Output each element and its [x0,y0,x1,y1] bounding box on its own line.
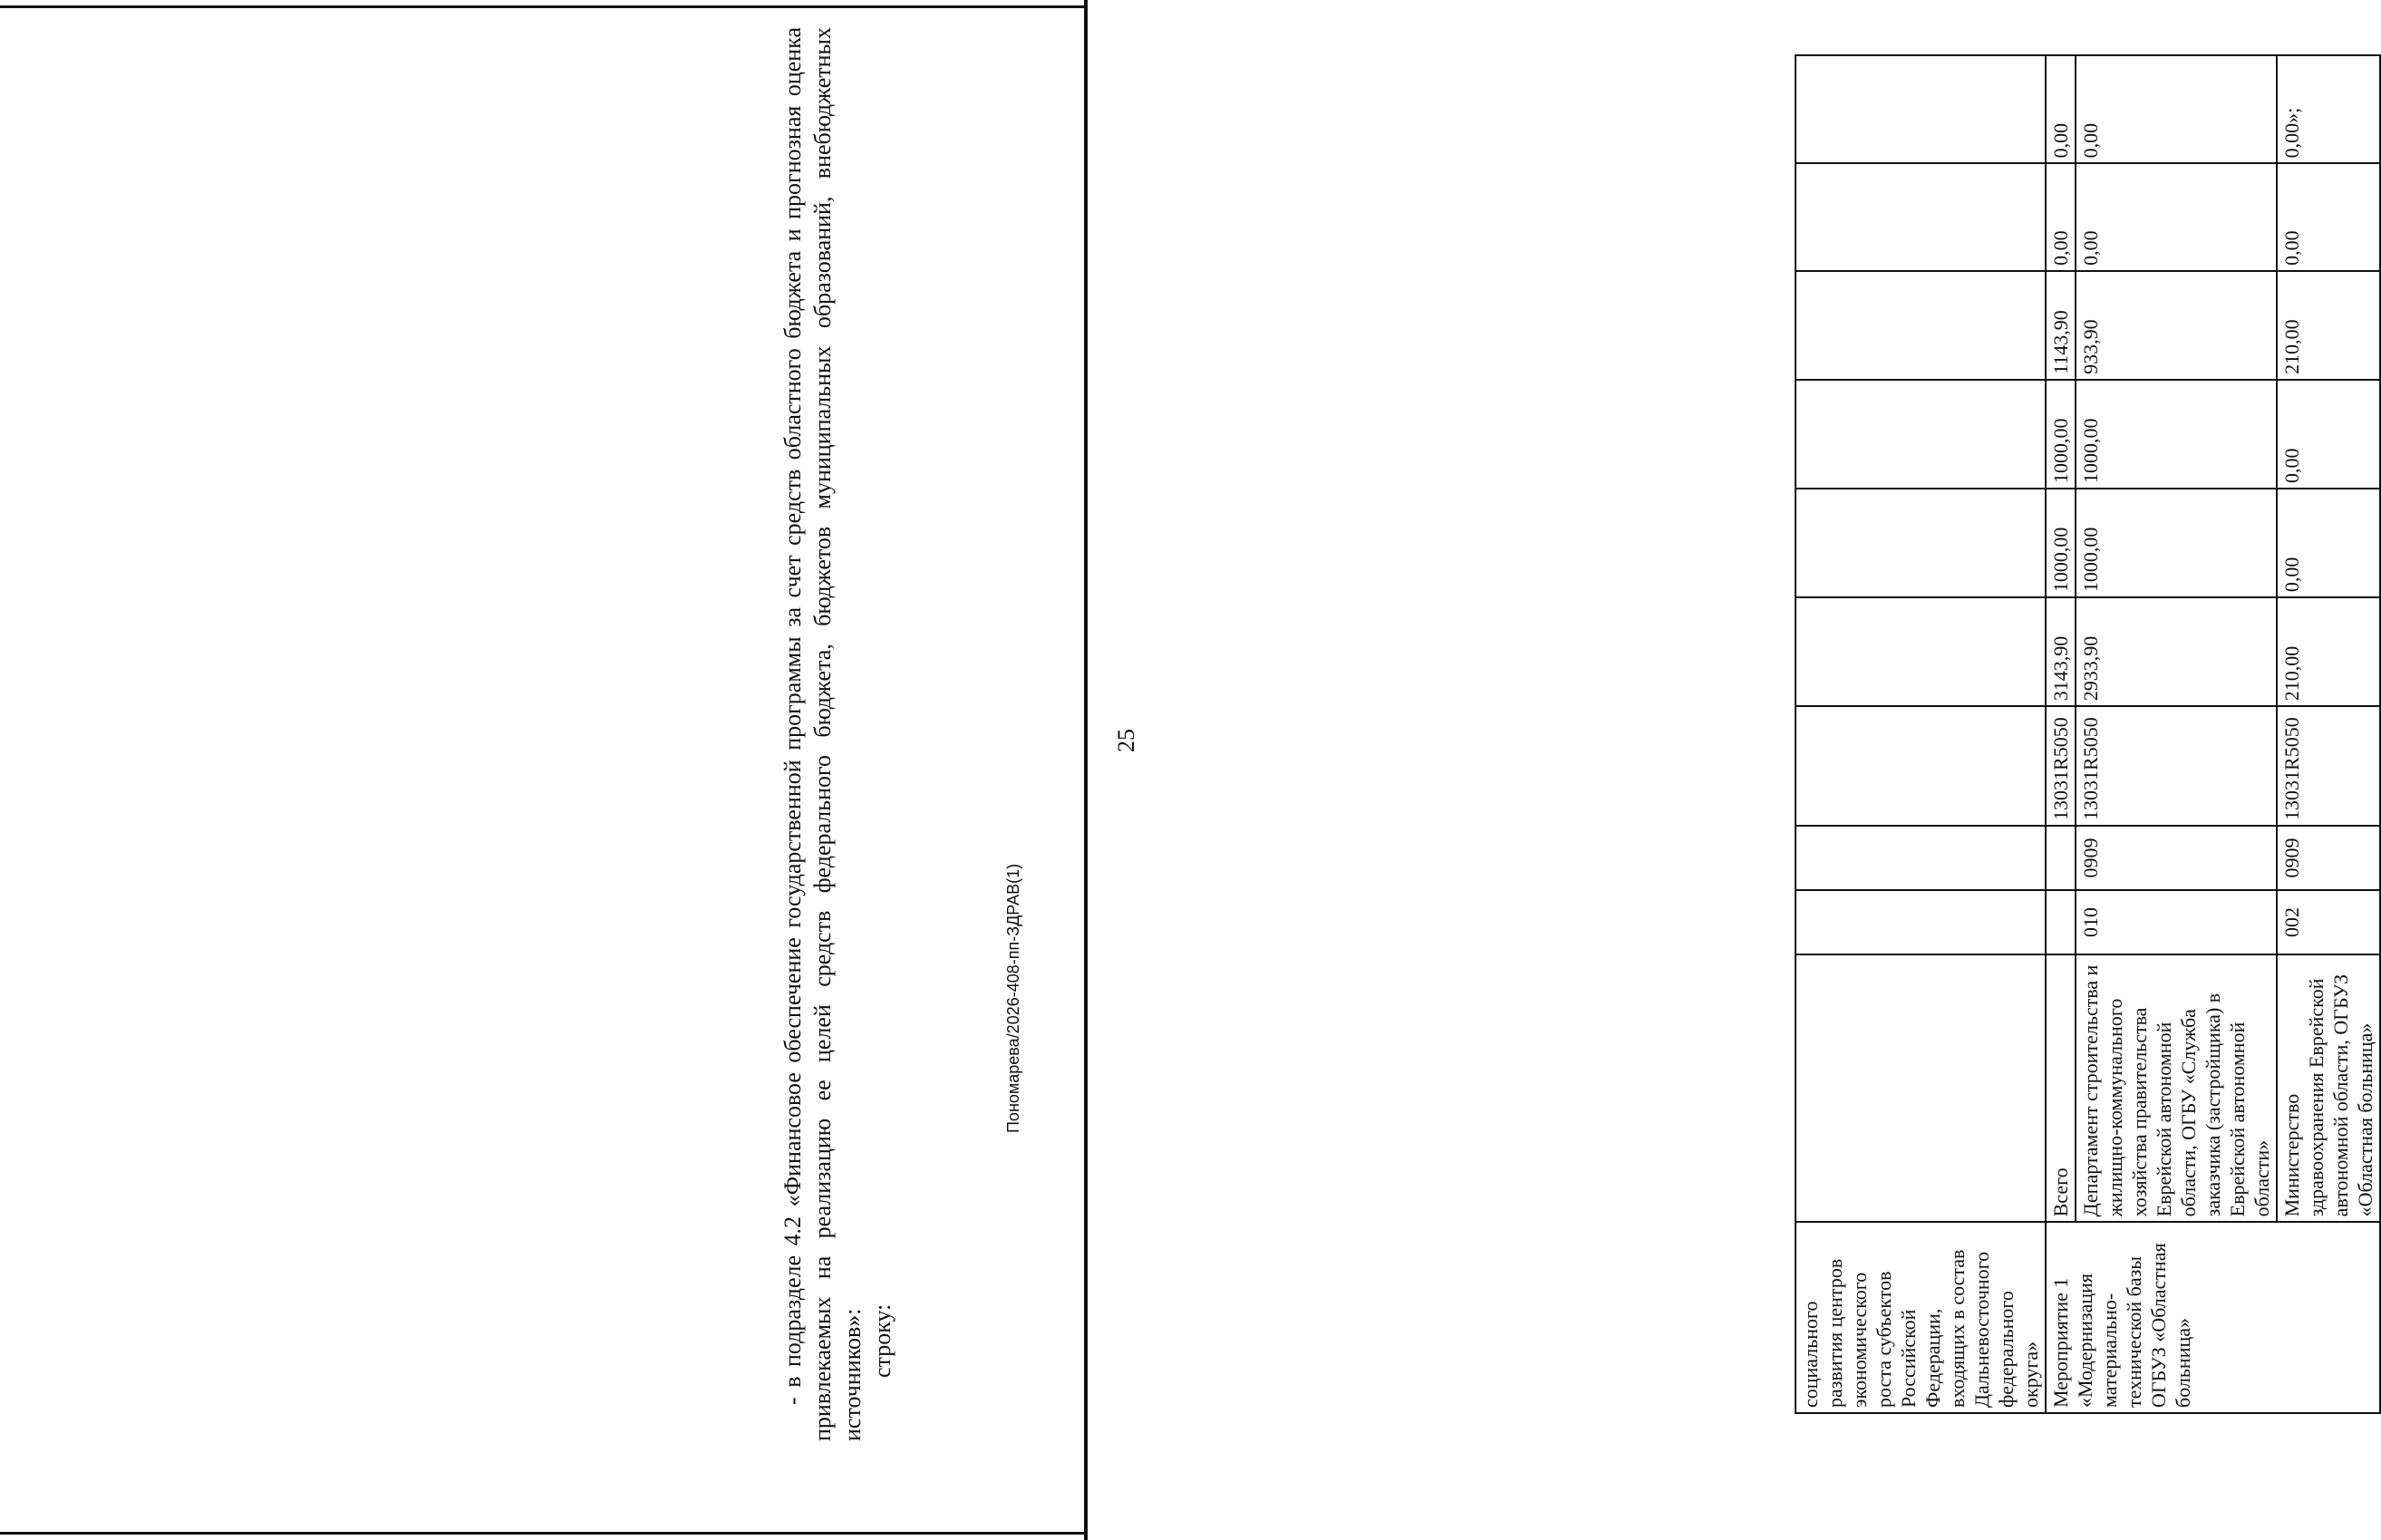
table-cell: 3143,90 [2046,597,2076,706]
table-cell: 0,00 [2046,163,2076,270]
table-cell: 010 [2076,890,2277,954]
table-cell: 2933,90 [2076,597,2277,706]
table-row [2277,55,2380,1413]
bottom-border-line [0,1532,1088,1535]
page-number: 25 [1113,729,1139,752]
table-cell: 0,00 [2076,55,2277,163]
table-cell: 1000,00 [2046,380,2076,489]
table-cell: 13031R5050 [2277,706,2380,826]
table-cell: 13031R5050 [2046,706,2076,826]
table-cell: 210,00 [2277,597,2380,706]
table-cell: 0,00»; [2277,55,2380,163]
table-cell: Всего [2046,954,2076,1223]
table-cell: 13031R5050 [2076,706,2277,826]
table-row [2046,55,2076,1413]
table-cell: 0909 [2277,826,2380,890]
table-cell: социального развития центров экономического роста субъектов Российской Федерации, входящих в состав Дальневосточного федерального округа» [1795,1222,2046,1413]
paragraph-main: - в подразделе 4.2 «Финансовое обеспечение государственной программы за счет средств областного бюджета и прогнозная оценка привлекаемых на реализацию ее целей средств федерального бюджета, бюджетов муниципальных образований, внебюджетных источников»: [779,27,866,1441]
table-cell: 1000,00 [2076,489,2277,597]
paragraph-block [778,27,897,1441]
table-cell: 0,00 [2046,55,2076,163]
table-row [2076,55,2277,1413]
table-cell: Мероприятие 1 «Модернизация материально-технической базы ОГБУЗ «Областная больница» [2046,1222,2380,1413]
table-cell: Департамент строительства и жилищно-коммунального хозяйства правительства Еврейской автономной области, ОГБУ «Служба заказчика (застройщика) в Еврейской автономной области» [2076,954,2277,1223]
table-cell: 0,00 [2076,163,2277,270]
table-cell: 0,00 [2277,489,2380,597]
text-layer [979,27,1940,1441]
top-border-line [0,5,1088,8]
paragraph-lead: строку: [869,1303,895,1378]
table-cell: 0,00 [2277,380,2380,489]
table-cell: 0,00 [2277,163,2380,270]
footer-code: Пономарева/2026-408-пп-ЗДРАВ(1) [1004,863,1022,1133]
table-cell: 0909 [2076,826,2277,890]
table-cell: 933,90 [2076,271,2277,380]
table-cell: Министерство здравоохранения Еврейской автономной области, ОГБУЗ «Областная больница» [2277,954,2380,1223]
table-cell [2046,826,2076,890]
table-cell: 1143,90 [2046,271,2076,380]
table-cell: 1000,00 [2046,489,2076,597]
table-cell [2046,890,2076,954]
overlay-layer [0,0,1088,1540]
table-cell: 002 [2277,890,2380,954]
table-cell: 1000,00 [2076,380,2277,489]
table-cell: 210,00 [2277,271,2380,380]
